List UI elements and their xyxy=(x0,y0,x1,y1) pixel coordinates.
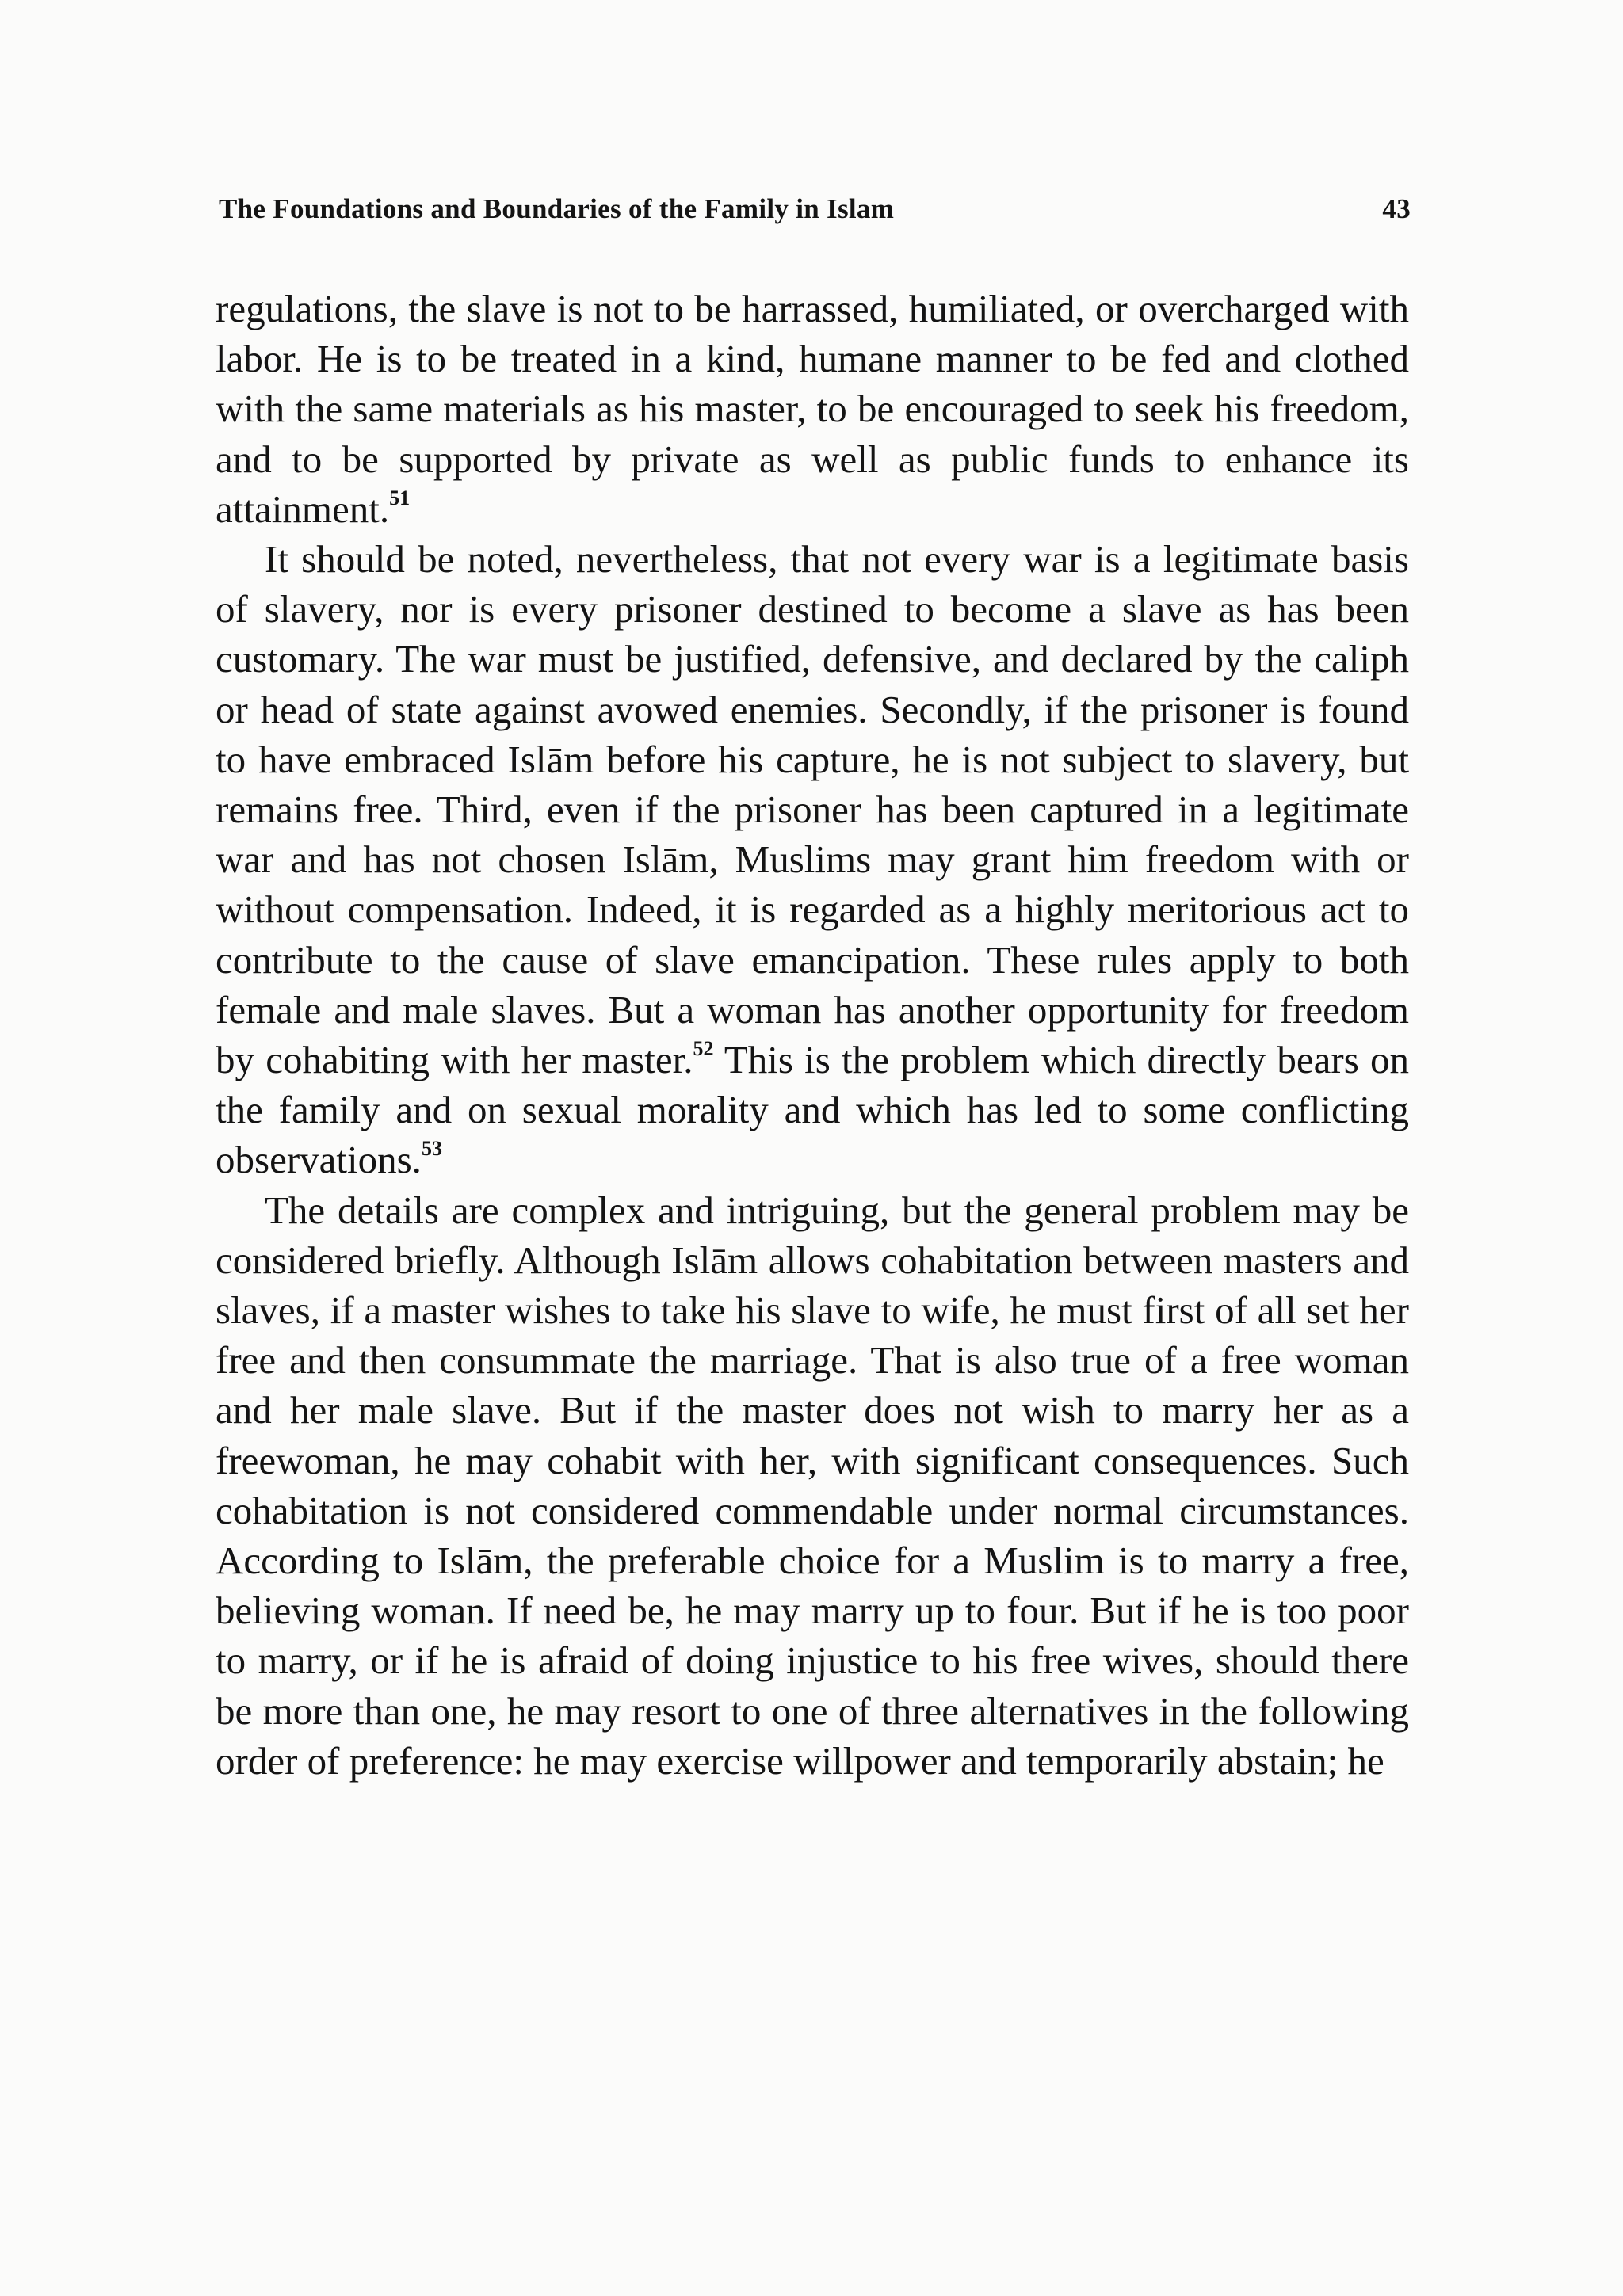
paragraph-2 xyxy=(216,534,1409,1185)
footnote-ref-51: 51 xyxy=(389,486,411,509)
paragraph-2-text-b: This is the problem which directly bears on the family and on sexual morality and which has led to some conflicting observations. xyxy=(216,1038,1409,1182)
body-text xyxy=(216,284,1409,1786)
paragraph-1-text: regulations, the slave is not to be harrassed, humiliated, or overcharged with labor. He is to be treated in a kind, humane manner to be fed and clothed with the same materials as his master, to be encouraged to seek his freedom, and to be supported by private as well as public funds to enhance its attainment. xyxy=(216,287,1409,531)
paragraph-1 xyxy=(216,284,1409,534)
footnote-ref-52: 52 xyxy=(693,1037,714,1061)
paragraph-2-text-a: It should be noted, nevertheless, that not every war is a legitimate basis of slavery, nor is every prisoner destined to become a slave as has been customary. The war must be justified, defensive, and declared by the caliph or head of state against avowed enemies. Secondly, if the prisoner is found to have embraced Islām before his capture, he is not subject to slavery, but remains free. Third, even if the prisoner has been captured in a legitimate war and has not chosen Islām, Muslims may grant him freedom with or without compensation. Indeed, it is regarded as a highly meritorious act to contribute to the cause of slave emancipation. These rules apply to both female and male slaves. But a woman has another opportunity for freedom by cohabiting with her master. xyxy=(216,537,1409,1082)
footnote-ref-53: 53 xyxy=(421,1137,442,1161)
paragraph-3-text: The details are complex and intriguing, but the general problem may be considered briefly. Although Islām allows cohabitation between masters and slaves, if a master wishes to take his slave to wife, he must first of all set her free and then consummate the marriage. That is also true of a free woman and her male slave. But if the master does not wish to marry her as a freewoman, he may cohabit with her, with significant consequences. Such cohabitation is not considered commendable under normal circumstances. According to Islām, the preferable choice for a Muslim is to marry a free, believing woman. If need be, he may marry up to four. But if he is too poor to marry, or if he is afraid of doing injustice to his free wives, should there be more than one, he may resort to one of three alternatives in the following order of preference: he may exercise willpower and temporarily abstain; he xyxy=(216,1188,1409,1783)
chapter-title: The Foundations and Boundaries of the Family in Islam xyxy=(219,193,895,224)
page-number: 43 xyxy=(1382,193,1411,224)
paragraph-3 xyxy=(216,1185,1409,1786)
running-header xyxy=(219,193,1411,228)
